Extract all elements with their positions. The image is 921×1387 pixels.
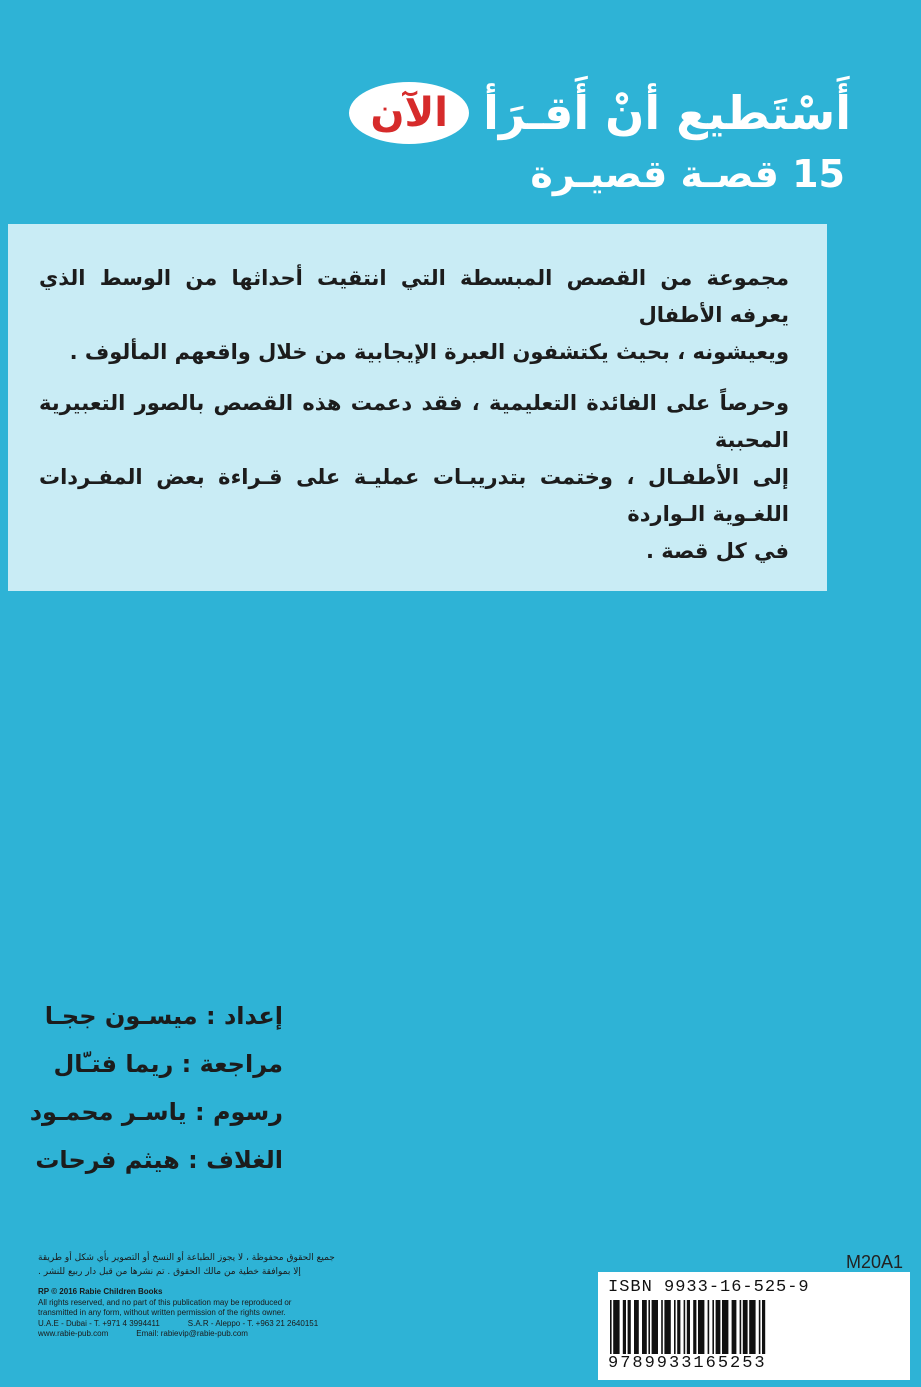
barcode-bar — [708, 1300, 710, 1354]
web-row — [38, 1329, 388, 1340]
credit-author: إعداد : ميسـون ججـا — [44, 1002, 283, 1030]
barcode-bar — [613, 1300, 619, 1354]
barcode-bar — [740, 1300, 742, 1354]
copyright-line: RP © 2016 Rabie Children Books — [38, 1287, 163, 1296]
barcode-bar — [628, 1300, 631, 1354]
barcode-bar — [693, 1300, 696, 1354]
description-panel — [8, 224, 827, 591]
legal-ar-line: إلا بموافقة خطية من مالك الحقوق . تم نشرها من قبل دار ربيع للنشر . — [38, 1267, 301, 1277]
legal-ar-line: جميع الحقوق محفوظة ، لا يجوز الطباعة أو النسخ أو التصوير بأي شكل أو طريقة — [38, 1253, 335, 1263]
barcode-bar — [648, 1300, 650, 1354]
legal-notice — [38, 1251, 388, 1340]
barcode-digits: 9789933165253 — [608, 1354, 767, 1373]
barcode-bar — [677, 1300, 680, 1354]
isbn-label: ISBN 9933-16-525-9 — [608, 1278, 810, 1297]
barcode-bar — [698, 1300, 704, 1354]
product-code: M20A1 — [845, 1252, 903, 1272]
barcode-bar — [610, 1300, 612, 1354]
book-title: أَسْتَطيع أنْ أَقـرَأ — [483, 86, 851, 140]
barcode-bar — [652, 1300, 658, 1354]
title-row — [349, 82, 851, 144]
barcode-bar — [623, 1300, 626, 1354]
barcode-bar — [661, 1300, 663, 1354]
barcode-bar — [749, 1300, 755, 1354]
barcode-bar — [687, 1300, 690, 1354]
barcode-bar — [743, 1300, 748, 1354]
credit-cover: الغلاف : هيثم فرحات — [35, 1146, 283, 1174]
legal-en-line: transmitted in any form, without written permission of the rights owner. — [38, 1308, 286, 1317]
website-link[interactable]: www.rabie-pub.com — [38, 1329, 109, 1338]
barcode-bar — [642, 1300, 647, 1354]
description-line: إلى الأطفـال ، وختمت بتدريبـات عمليـة على قـراءة بعض المفـردات اللغـوية الـواردة — [39, 465, 789, 526]
barcode-bar — [634, 1300, 639, 1354]
barcode-bar — [732, 1300, 737, 1354]
barcode-bar — [674, 1300, 676, 1354]
description-line: في كل قصة . — [645, 539, 789, 563]
description-line: مجموعة من القصص المبسطة التي انتقيت أحداثها من الوسط الذي يعرفه الأطفال — [39, 266, 789, 327]
email-link[interactable]: Email: rabievip@rabie-pub.com — [136, 1329, 248, 1338]
credits-list — [30, 992, 283, 1184]
barcode-bar — [722, 1300, 728, 1354]
description-line: وحرصاً على الفائدة التعليمية ، فقد دعمت هذه القصص بالصور التعبيرية المحببة — [39, 391, 789, 452]
contact-row — [38, 1319, 388, 1330]
credit-reviewer: مراجعة : ريما فتـّال — [53, 1050, 283, 1078]
description-line: ويعيشونه ، بحيث يكتشفون العبرة الإيجابية من خلال واقعهم المألوف . — [69, 340, 789, 364]
barcode-bar — [762, 1300, 765, 1354]
book-subtitle: 15 قصـة قصيـرة — [530, 152, 845, 196]
credit-illustrator: رسوم : ياسـر محمـود — [29, 1098, 283, 1126]
barcode-bar — [716, 1300, 721, 1354]
barcode-box — [598, 1272, 910, 1380]
barcode-bar — [759, 1300, 761, 1354]
barcode-bar — [712, 1300, 714, 1354]
barcode-bar — [664, 1300, 670, 1354]
barcode-bar — [684, 1300, 686, 1354]
contact-uae: U.A.E - Dubai - T. +971 4 3994411 — [38, 1318, 160, 1328]
title-badge: الآن — [349, 82, 469, 144]
barcode-bars — [608, 1300, 900, 1354]
legal-en-line: All rights reserved, and no part of this publication may be reproduced or — [38, 1297, 292, 1307]
description-text — [39, 260, 789, 570]
contact-sar: S.A.R - Aleppo - T. +963 21 2640151 — [187, 1318, 319, 1328]
